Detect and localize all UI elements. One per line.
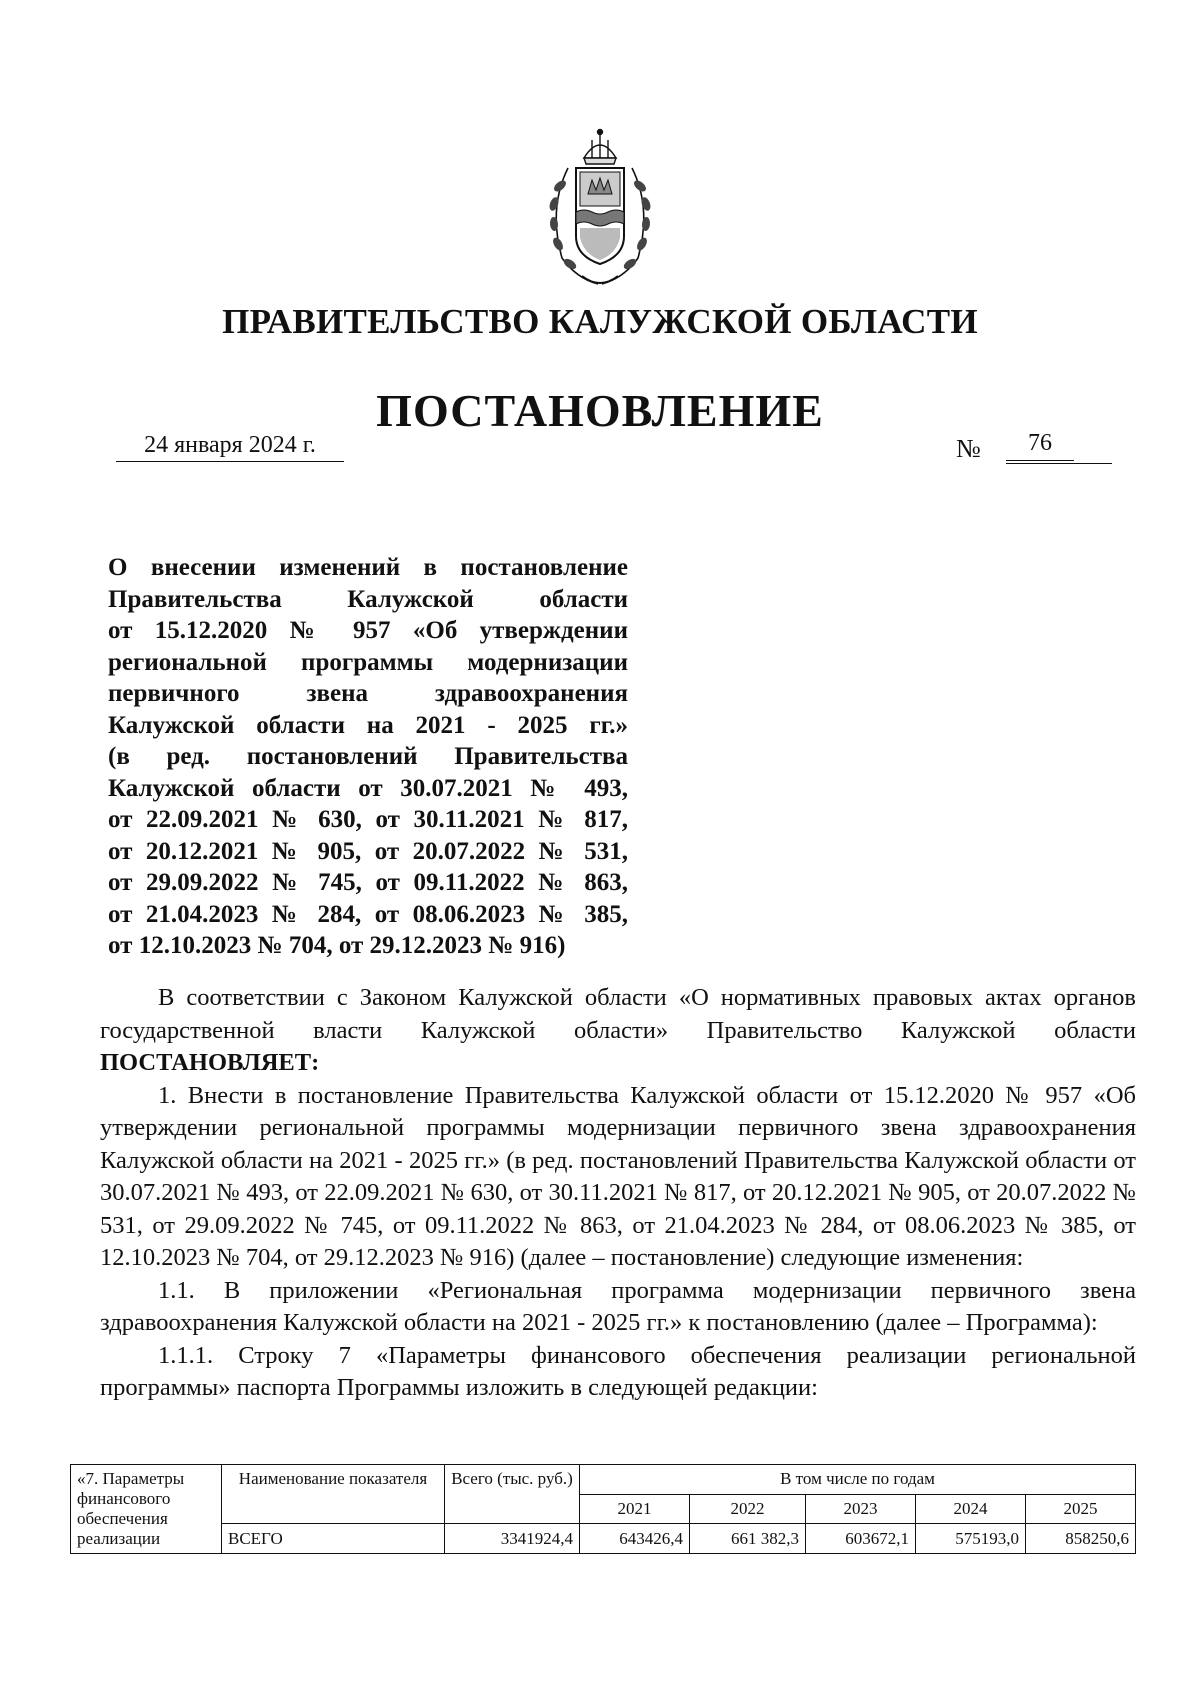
row-value-cell: 643426,4 <box>580 1524 690 1554</box>
param-label-cell: «7. Параметры финансового обеспечения реализации <box>71 1465 222 1554</box>
row-value-cell: 575193,0 <box>916 1524 1026 1554</box>
paragraph-1-1-1: 1.1.1. Строку 7 «Параметры финансового обеспечения реализации региональной программы» паспорта Программы изложить в следующей редакции: <box>100 1341 1136 1401</box>
subject-line: от 21.04.2023 № 284, от 08.06.2023 № 385, <box>108 900 628 928</box>
paragraph-1-1: 1.1. В приложении «Региональная программа модернизации первичного звена здравоохранения Калужской области на 2021 - 2025 гг.» к постановлению (далее – Программа): <box>100 1276 1136 1336</box>
subject-line: (в ред. постановлений Правительства <box>108 743 628 770</box>
preamble-text: В соответствии с Законом Калужской области «О нормативных правовых актах органов государственной власти Калужской области» Правительство Калужской области <box>100 984 1136 1044</box>
subject-line: региональной программы модернизации <box>108 648 628 676</box>
year-header-cell: 2025 <box>1025 1494 1135 1524</box>
number-underline <box>1006 463 1112 464</box>
document-type-title: ПОСТАНОВЛЕНИЕ <box>376 385 824 436</box>
total-header-cell: Всего (тыс. руб.) <box>445 1465 580 1524</box>
row-name-cell: ВСЕГО <box>222 1524 445 1554</box>
number-sign: № <box>956 434 981 463</box>
name-header-cell: Наименование показателя <box>222 1465 445 1524</box>
row-value-cell: 603672,1 <box>806 1524 916 1554</box>
subject-line: первичного звена здравоохранения <box>108 680 628 707</box>
row-total-cell: 3341924,4 <box>445 1524 580 1554</box>
years-header-cell: В том числе по годам <box>580 1465 1136 1495</box>
subject-line: Правительства Калужской области <box>108 585 628 613</box>
subject-line: О внесении изменений в постановление <box>108 554 628 581</box>
year-header-cell: 2021 <box>580 1494 690 1524</box>
subject-line: Калужской области от 30.07.2021 № 493, <box>108 774 628 802</box>
subject-line: от 29.09.2022 № 745, от 09.11.2022 № 863, <box>108 869 628 896</box>
paragraph-1: 1. Внести в постановление Правительства Калужской области от 15.12.2020 № 957 «Об утверждении региональной программы модернизации первичного звена здравоохранения Калужской области на 2021 - 2025 гг.» (в ред. постановлений Правительства Калужской области от 30.07.2021 № 493, от 22.09.2021 № 630, от 30.11.2021 № 817, от 20.12.2021 № 905, от 20.07.2022 № 531, от 29.09.2022 № 745, от 09.11.2022 № 863, от 21.04.2023 № 284, от 08.06.2023 № 385, от 12.10.2023 № 704, от 29.12.2023 № 916) (далее – постановление) следующие изменения: <box>100 1081 1136 1271</box>
decree-number: 76 <box>1006 430 1074 461</box>
resolves-word: ПОСТАНОВЛЯЕТ: <box>100 1049 320 1076</box>
decree-subject <box>108 552 628 962</box>
financing-table <box>70 1464 1136 1554</box>
row-value-cell: 661 382,3 <box>689 1524 805 1554</box>
subject-line: от 22.09.2021 № 630, от 30.11.2021 № 817, <box>108 806 628 833</box>
subject-line: от 12.10.2023 № 704, от 29.12.2023 № 916) <box>108 932 566 959</box>
preamble-paragraph <box>100 982 1136 1080</box>
decree-date: 24 января 2024 г. <box>116 432 344 462</box>
coat-of-arms-emblem <box>540 128 660 290</box>
year-header-cell: 2023 <box>806 1494 916 1524</box>
subject-line: от 15.12.2020 № 957 «Об утверждении <box>108 617 628 644</box>
subject-line: от 20.12.2021 № 905, от 20.07.2022 № 531, <box>108 837 628 865</box>
year-header-cell: 2024 <box>916 1494 1026 1524</box>
subject-line: Калужской области на 2021 - 2025 гг.» <box>108 711 628 739</box>
decree-body <box>100 982 1136 1405</box>
year-header-cell: 2022 <box>689 1494 805 1524</box>
row-value-cell: 858250,6 <box>1025 1524 1135 1554</box>
government-title: ПРАВИТЕЛЬСТВО КАЛУЖСКОЙ ОБЛАСТИ <box>222 302 978 341</box>
